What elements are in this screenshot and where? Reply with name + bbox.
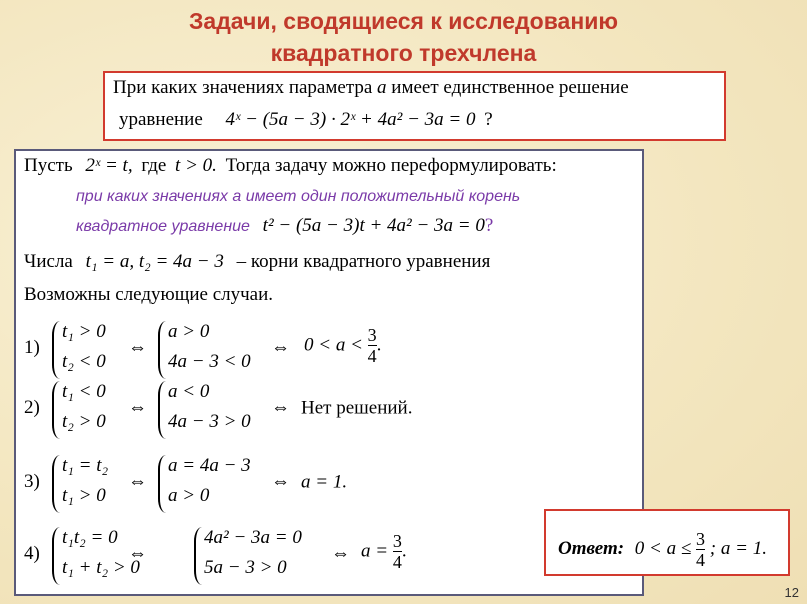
system-brace	[158, 321, 168, 379]
substitution-line: Пусть 2ˣ = t, где t > 0. Тогда задачу можно переформулировать:	[24, 155, 557, 176]
equiv-symbol: ⇔	[271, 471, 290, 492]
result-fraction: $\frac{3}{4}$	[367, 325, 377, 366]
roots-line: Числа t₁ = a, t₂ = 4a − 3 – корни квадратного уравнения	[24, 251, 491, 272]
system-row: 4a² − 3a = 0	[204, 527, 302, 548]
result-fraction: $\frac{3}{4}$	[392, 531, 402, 572]
case-row	[16, 523, 636, 587]
system-row: a = 4a − 3	[168, 455, 251, 476]
system-brace	[194, 527, 204, 585]
system-row: 5a − 3 > 0	[204, 557, 287, 578]
case-result: a = $\frac{3}{4}$ .	[361, 531, 407, 572]
case-row	[16, 451, 636, 515]
question-line2: уравнение 4ˣ − (5a − 3) · 2ˣ + 4a² − 3a = 0 ?	[119, 109, 493, 130]
system-row: t₁ + t₂ > 0	[62, 557, 140, 578]
case-number: 2)	[24, 397, 40, 418]
quadratic-line: квадратное уравнение t² − (5a − 3)t + 4a² − 3a = 0?	[76, 215, 494, 236]
cases-intro: Возможны следующие случаи.	[24, 284, 274, 305]
system-row: 4a − 3 > 0	[168, 411, 251, 432]
answer-line: Ответ: 0 < a ≤ $\frac{3}{4}$ ; a = 1.	[558, 529, 767, 570]
system-brace	[158, 381, 168, 439]
system-row: t₁t₂ = 0	[62, 527, 118, 548]
equiv-symbol: ⇔	[128, 397, 147, 418]
equiv-symbol: ⇔	[128, 543, 147, 564]
system-brace	[52, 321, 62, 379]
question-equation: 4ˣ − (5a − 3) · 2ˣ + 4a² − 3a = 0	[225, 109, 476, 130]
system-row: t₁ = t₂	[62, 455, 109, 476]
system-row: t₂ > 0	[62, 411, 106, 432]
question-box	[103, 71, 726, 141]
case-result: a = 1.	[301, 471, 348, 493]
answer-fraction: $\frac{3}{4}$	[696, 529, 706, 570]
page-number: 12	[784, 585, 799, 600]
system-brace	[52, 381, 62, 439]
equiv-symbol: ⇔	[128, 337, 147, 358]
equiv-symbol: ⇔	[128, 471, 147, 492]
case-row	[16, 377, 636, 441]
case-row	[16, 317, 636, 381]
equiv-symbol: ⇔	[271, 337, 290, 358]
system-row: a < 0	[168, 381, 210, 402]
case-result: Нет решений.	[301, 397, 413, 419]
case-number: 3)	[24, 471, 40, 492]
case-result: 0 < a < $\frac{3}{4}$ .	[304, 325, 382, 366]
case-number: 1)	[24, 337, 40, 358]
system-row: t₂ < 0	[62, 351, 106, 372]
system-row: t₁ > 0	[62, 321, 106, 342]
system-row: t₁ > 0	[62, 485, 106, 506]
equiv-symbol: ⇔	[331, 543, 350, 564]
system-brace	[52, 455, 62, 513]
reformulated-question: при каких значениях a имеет один положительный корень	[76, 188, 521, 205]
answer-box	[544, 509, 790, 576]
system-brace	[52, 527, 62, 585]
system-row: a > 0	[168, 321, 210, 342]
equiv-symbol: ⇔	[271, 397, 290, 418]
system-row: t₁ < 0	[62, 381, 106, 402]
system-row: 4a − 3 < 0	[168, 351, 251, 372]
system-row: a > 0	[168, 485, 210, 506]
system-brace	[158, 455, 168, 513]
question-line1: При каких значениях параметра a имеет единственное решение	[113, 77, 629, 98]
case-number: 4)	[24, 543, 40, 564]
page-title-line2: квадратного трехчлена	[270, 40, 537, 66]
page-title-line1: Задачи, сводящиеся к исследованию	[189, 8, 618, 34]
